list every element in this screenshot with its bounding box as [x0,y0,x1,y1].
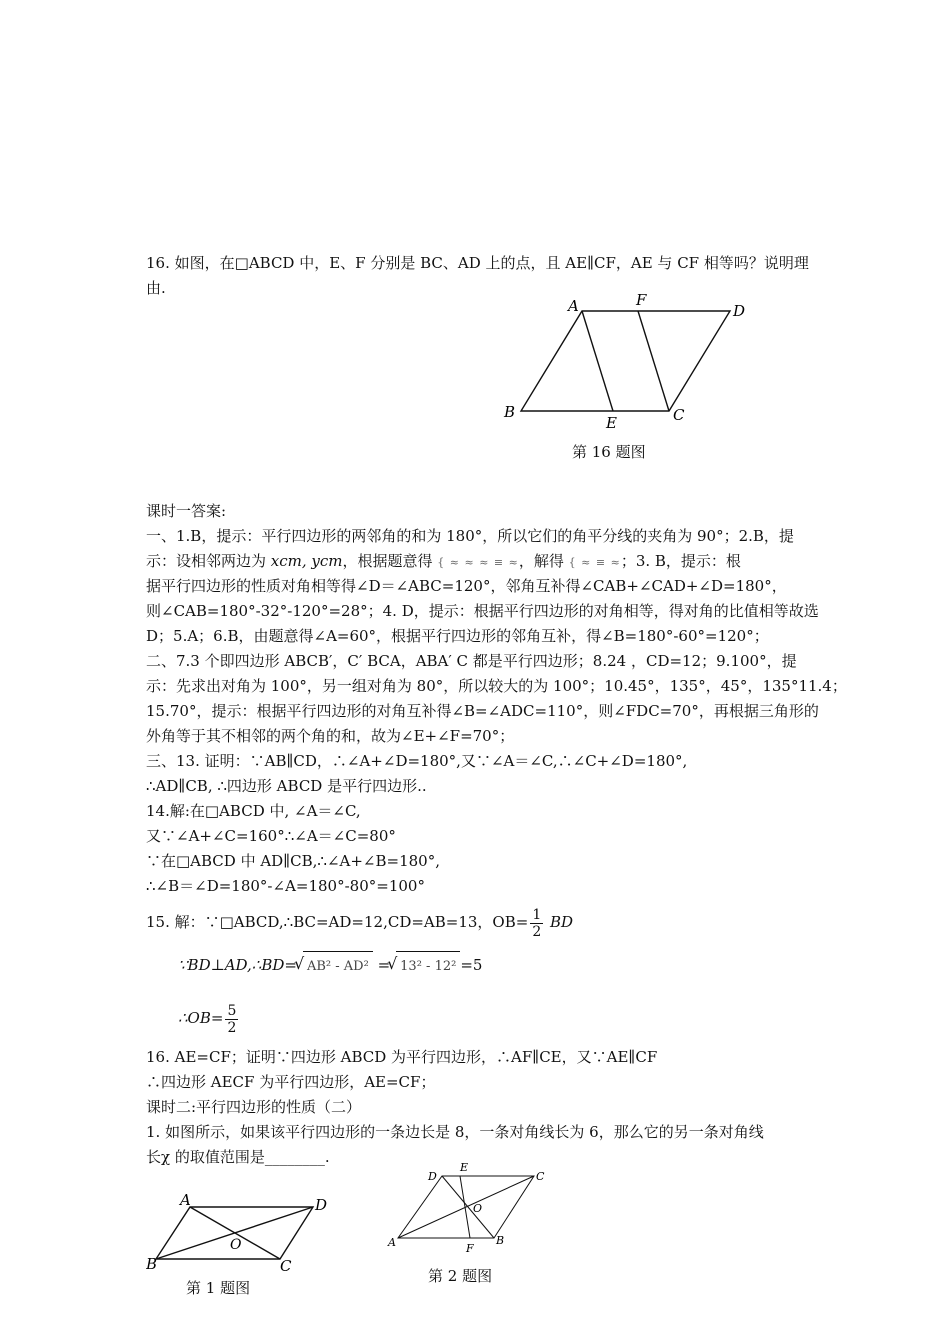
fig1-figure [146,1190,346,1275]
question-text: 1. 如图所示，如果该平行四边形的一条边长是 8，一条对角线长为 6，那么它的另一条对角线 [146,1123,764,1141]
label-a: A [180,1191,191,1209]
label-c: C [536,1170,545,1183]
question-text: 长χ 的取值范围是________. [146,1148,330,1166]
segment-ae [582,311,613,411]
label-c: C [673,406,685,424]
q16-figure [496,290,756,435]
label-c: C [280,1257,292,1275]
sqrt-expression: √ 13² - 12² [396,951,460,982]
fig1-caption: 第 1 题图 [186,1279,251,1297]
parallelogram-abcd [521,311,730,411]
label-b: B [496,1234,505,1247]
fig2-caption: 第 2 题图 [428,1267,493,1285]
answer-line: 据平行四边形的性质对角相等得∠D＝∠ABC=120°，邻角互补得∠CAB+∠CAD+∠D=180°， [146,577,787,595]
answer-line: 外角等于其不相邻的两个角的和，故为∠E+∠F=70°； [146,727,515,745]
answer-line: 三、13. 证明：∵AB∥CD，∴∠A+∠D=180°,又∵∠A＝∠C,∴∠C+∠D=180°, [146,752,688,770]
label-a: A [388,1236,396,1249]
answer-line: 15.70°，提示：根据平行四边形的对角互补得∠B=∠ADC=110°，则∠FDC=70°，再根据三角形的 [146,702,819,720]
label-e: E [460,1161,469,1174]
answer-line: 一、1.B，提示：平行四边形的两邻角的和为 180°，所以它们的角平分线的夹角为 90°；2.B，提 [146,527,794,545]
answer-15-bd: ∵BD⊥AD,∴BD=√ AB² - AD² =√ 13² - 12² =5 [178,950,482,982]
label-o: O [473,1202,483,1215]
answer-line: 则∠CAB=180°-32°-120°=28°；4. D，提示：根据平行四边形的对角相等，得对角的比值相等故选 [146,602,819,620]
answer-line: D；5.A；6.B，由题意得∠A=60°，根据平行四边形的邻角互补，得∠B=180°-60°=120°； [146,627,769,645]
label-b: B [504,403,516,421]
answer-line: ∴AD∥CB, ∴四边形 ABCD 是平行四边形.. [146,777,427,795]
q16-text: 16. 如图，在□ABCD 中，E、F 分别是 BC、AD 上的点，且 AE∥CF，AE 与 CF 相等吗？说明理 [146,254,809,272]
answer-line: 16. AE=CF；证明∵四边形 ABCD 为平行四边形，∴AF∥CE，又∵AE∥CF [146,1048,658,1066]
answer-line: 示：先求出对角为 100°，另一组对角为 80°，所以较大的为 100°；10.45°，135°，45°，135°11.4； [146,677,847,695]
answer-line: ∴∠B＝∠D=180°-∠A=180°-80°=100° [146,877,425,895]
label-f: F [466,1242,474,1255]
answer-line: 又∵∠A+∠C=160°∴∠A＝∠C=80° [146,827,396,845]
q16-caption: 第 16 题图 [572,443,646,461]
segment-cf [638,311,669,411]
fig2-figure [384,1160,554,1255]
answer-15-ob: ∴OB= $\frac{5}{2}$ [178,1002,237,1036]
q16-text-cont: 由. [146,279,166,297]
answer-line: 二、7.3 个即四边形 ABCB′，C′ BCA，ABA′ C 都是平行四边形；8.24 ，CD=12；9.100°，提 [146,652,797,670]
fraction-five-halves: $\frac{5}{2}$ [227,1002,237,1036]
label-a: A [568,297,579,315]
answer-line: 14.解:在□ABCD 中, ∠A＝∠C, [146,802,361,820]
answer-15-line: 15. 解：∵□ABCD,∴BC=AD=12,CD=AB=13，OB= $\frac{1}{2}$ BD [146,906,574,940]
section-title: 课时二:平行四边形的性质（二） [146,1098,362,1116]
equation-solution-image: { ≈ ≡ ≈ [568,556,621,569]
fraction-one-half: $\frac{1}{2}$ [532,906,542,940]
label-f: F [636,291,647,309]
label-d: D [428,1170,437,1183]
answer-line: 示：设相邻两边为 xcm, ycm，根据题意得 { ≈ ≈ ≈ ≡ ≈，解得 { ≈ ≡ ≈；3. B，提示：根 [146,550,741,574]
label-o: O [230,1237,242,1253]
label-e: E [606,414,617,432]
answer-line: ∵在□ABCD 中 AD∥CB,∴∠A+∠B=180°, [146,852,440,870]
label-d: D [733,302,746,320]
label-d: D [315,1196,328,1214]
equation-system-image: { ≈ ≈ ≈ ≡ ≈ [437,556,519,569]
sqrt-expression: √ AB² - AD² [303,951,373,982]
label-b: B [146,1255,158,1273]
answers-heading: 课时一答案: [146,502,227,520]
answer-line: ∴四边形 AECF 为平行四边形，AE=CF； [146,1073,436,1091]
